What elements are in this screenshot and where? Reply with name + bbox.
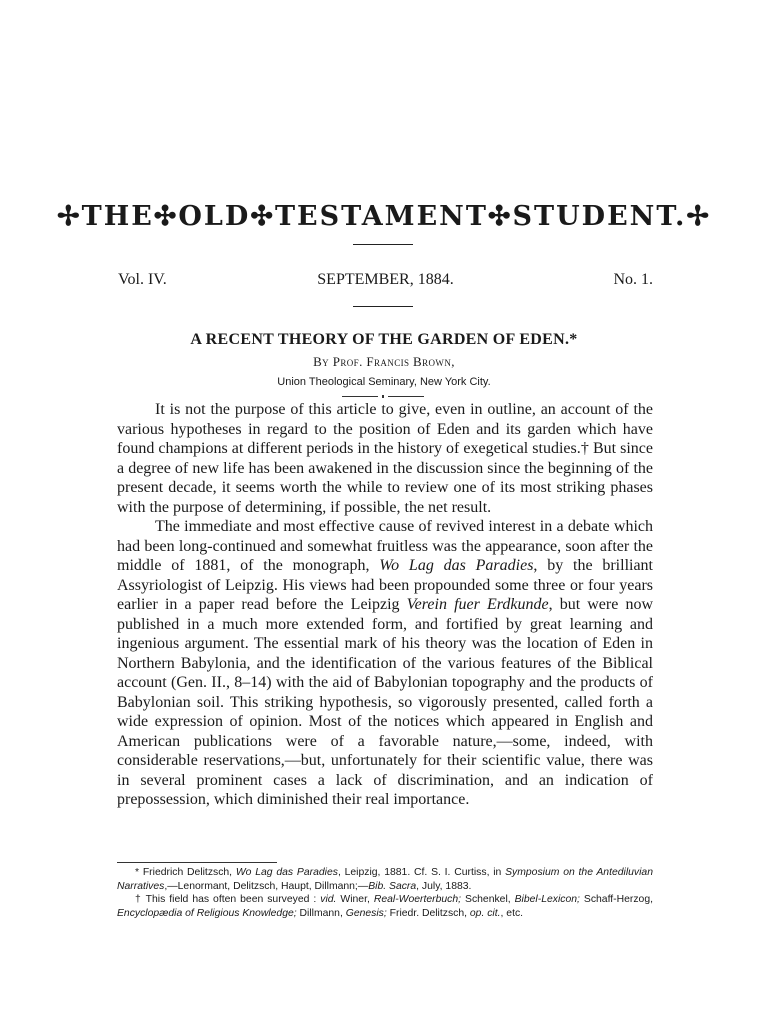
article-body xyxy=(117,400,653,810)
paragraph-1: It is not the purpose of this article to give, even in outline, an account of the various hypotheses in regard to the position of Eden and its garden which have found champions at different periods in the history of exegetical studies.† But since a degree of new life has been awakened in the discussion since the beginning of the present decade, it seems worth the while to review one of its most striking phases with the purpose of determining, if possible, the net result. xyxy=(117,401,653,516)
ornamental-divider xyxy=(342,395,424,398)
footnote-1: * Friedrich Delitzsch, Wo Lag das Paradies, Leipzig, 1881. Cf. S. I. Curtiss, in Symposium on the Antediluvian Narratives,—Lenormant, Delitzsch, Haupt, Dillmann;—Bib. Sacra, July, 1883. xyxy=(117,867,653,892)
footnote-rule xyxy=(117,862,277,863)
footnote-2: † This field has often been surveyed : vid. Winer, Real-Woerterbuch; Schenkel, Bibel-Lexicon; Schaff-Herzog, Encyclopædia of Religious Knowledge; Dillmann, Genesis; Friedr. Delitzsch, op. cit., etc. xyxy=(117,894,653,919)
footnotes xyxy=(117,866,653,920)
issue-rule xyxy=(353,306,413,307)
paragraph-2: The immediate and most effective cause of revived interest in a debate which had been long-continued and somewhat fruitless was the appearance, soon after the middle of 1881, of the monograph, Wo Lag das Paradies, by the brilliant Assyriologist of Leipzig. His views had been propounded some three or four years earlier in a paper read before the Leipzig Verein fuer Erdkunde, but were now published in a much more extended form, and fortified by great learning and ingenious argument. The essential mark of his theory was the location of Eden in Northern Babylonia, and the identification of the various features of the Biblical account (Gen. II., 8–14) with the aid of Babylonian topography and the products of Babylonian soil. This striking hypothesis, so vigorously presented, called forth a wide expression of opinion. Most of the notices which appeared in English and American publications were of a favorable nature,—some, indeed, with considerable reservations,—but, unfortunately for their scientific value, there was in several prominent cases a lack of discrimination, and an indication of prepossession, which diminished their real importance. xyxy=(117,518,654,808)
journal-masthead: ✢THE✣OLD✣TESTAMENT✣STUDENT.✢ xyxy=(56,201,711,232)
article-title: A RECENT THEORY OF THE GARDEN OF EDEN.* xyxy=(190,331,578,348)
author-affiliation: Union Theological Seminary, New York City. xyxy=(277,376,491,388)
article-byline: By Prof. Francis Brown, xyxy=(313,354,455,369)
issue-line xyxy=(118,271,653,293)
issue-number: No. 1. xyxy=(613,271,653,288)
volume-number: Vol. IV. xyxy=(118,271,167,288)
issue-date: SEPTEMBER, 1884. xyxy=(317,271,454,288)
masthead-rule xyxy=(353,244,413,245)
